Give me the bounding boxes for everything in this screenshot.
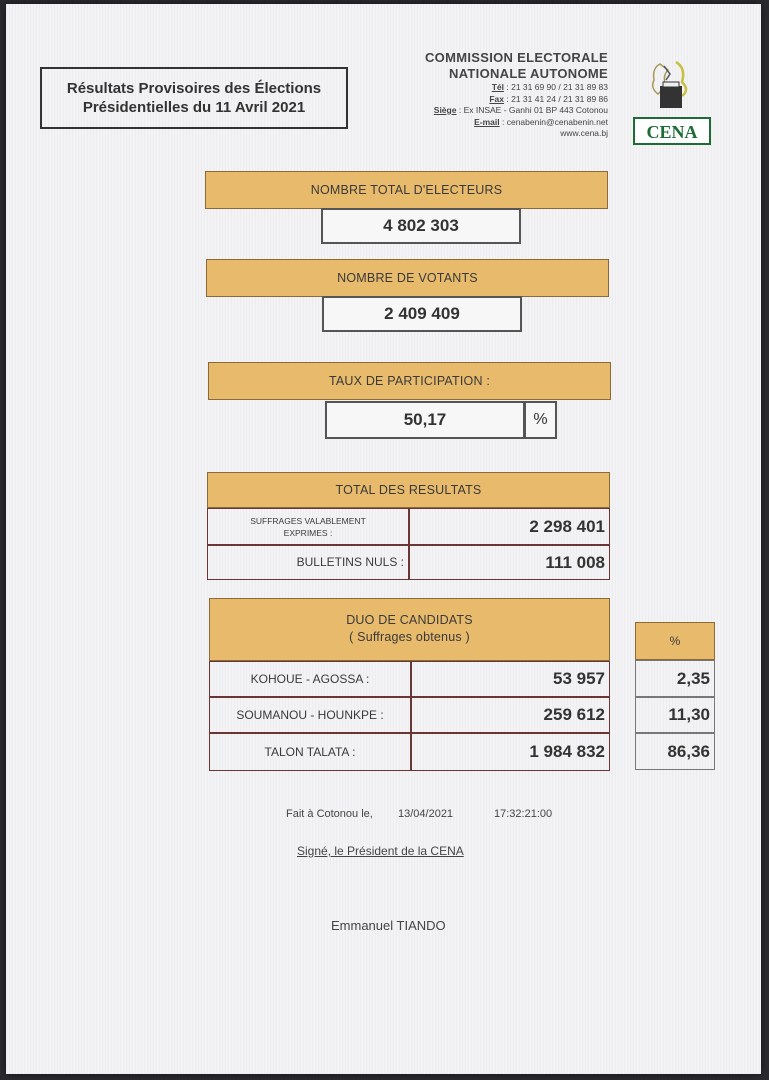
org-fax: Fax : 21 31 41 24 / 21 31 89 86	[489, 93, 608, 104]
participation-header: TAUX DE PARTICIPATION :	[208, 362, 611, 400]
electeurs-value: 4 802 303	[321, 208, 521, 244]
candidate-votes: 259 612	[411, 697, 610, 733]
votants-header: NOMBRE DE VOTANTS	[206, 259, 609, 297]
participation-unit: %	[524, 401, 557, 439]
cena-logo	[630, 56, 714, 148]
candidate-pct: 86,36	[635, 733, 715, 770]
candidate-pct: 2,35	[635, 660, 715, 697]
candidate-votes: 1 984 832	[411, 733, 610, 771]
participation-value: 50,17	[325, 401, 525, 439]
resultats-header: TOTAL DES RESULTATS	[207, 472, 610, 508]
org-tel: Tél : 21 31 69 90 / 21 31 89 83	[491, 82, 608, 92]
votants-value: 2 409 409	[322, 296, 522, 332]
org-website: www.cena.bj	[560, 128, 608, 138]
candidate-name: KOHOUE - AGOSSA :	[209, 661, 411, 697]
suffrages-label: SUFFRAGES VALABLEMENT EXPRIMES :	[207, 508, 409, 545]
suffrages-value: 2 298 401	[409, 508, 610, 545]
candidate-votes: 53 957	[411, 661, 610, 697]
ballot-box-icon	[630, 56, 714, 148]
signature-line: Signé, le Président de la CENA	[297, 844, 464, 858]
fait-a-text: Fait à Cotonou le,	[286, 808, 373, 820]
candidats-header: DUO DE CANDIDATS ( Suffrages obtenus )	[209, 598, 610, 661]
candidate-name: TALON TALATA :	[209, 733, 411, 771]
logo-text: CENA	[646, 122, 698, 142]
nuls-label: BULLETINS NULS :	[207, 545, 409, 580]
issue-time: 17:32:21:00	[494, 808, 553, 820]
org-name-line-1: COMMISSION ELECTORALE	[424, 50, 608, 65]
org-name-line-2: NATIONALE AUTONOME	[449, 66, 608, 81]
electeurs-header: NOMBRE TOTAL D'ELECTEURS	[205, 171, 608, 209]
title-line-1: Résultats Provisoires des Élections	[66, 80, 322, 97]
title-line-2: Présidentielles du 11 Avril 2021	[82, 99, 306, 116]
nuls-value: 111 008	[409, 545, 610, 580]
candidate-pct: 11,30	[635, 697, 715, 733]
document-sheet	[6, 4, 761, 1074]
document-title	[40, 67, 348, 129]
president-name: Emmanuel TIANDO	[331, 918, 446, 933]
issue-date: 13/04/2021	[398, 808, 454, 820]
org-siege: Siège : Ex INSAE - Ganhi 01 BP 443 Cotonou	[433, 105, 608, 115]
pct-header: %	[635, 622, 715, 660]
candidate-name: SOUMANOU - HOUNKPE :	[209, 697, 411, 733]
organisation-header	[425, 50, 608, 140]
org-email: E-mail : cenabenin@cenabenin.net	[474, 116, 608, 127]
